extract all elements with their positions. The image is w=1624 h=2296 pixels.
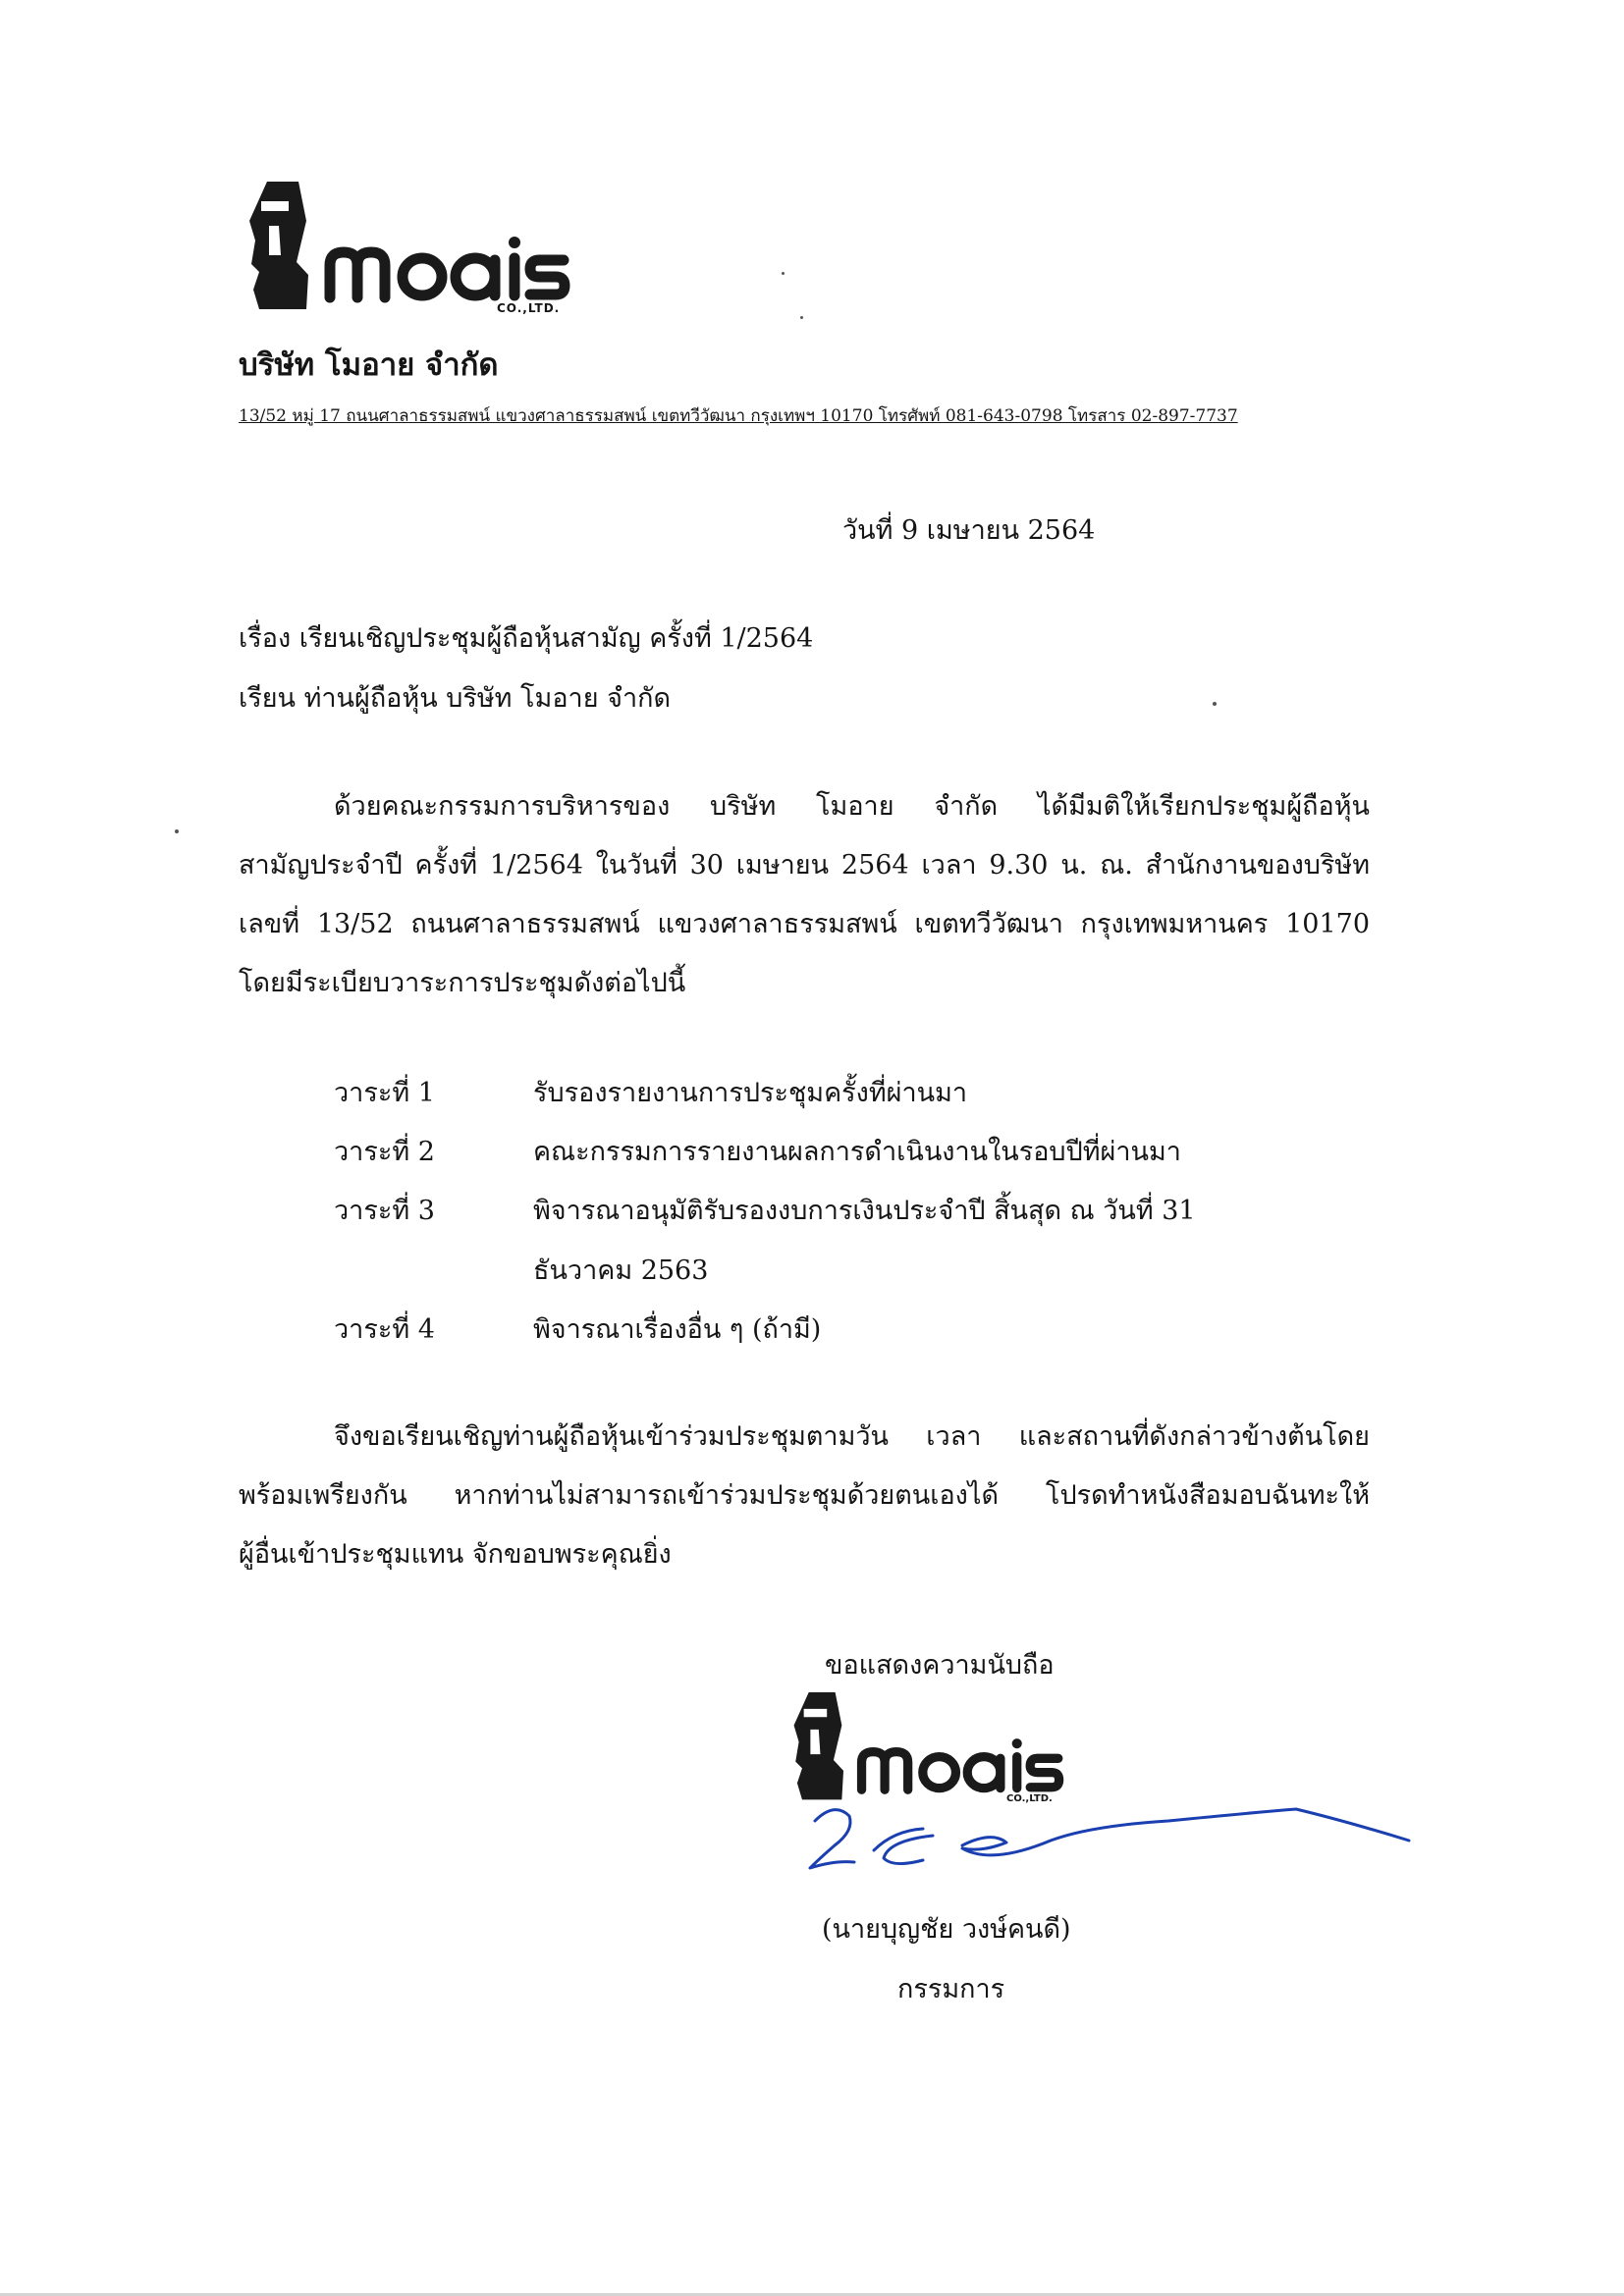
agenda-label: วาระที่ 2 bbox=[334, 1137, 435, 1167]
agenda-item: รับรองรายงานการประชุมครั้งที่ผ่านมา bbox=[533, 1078, 968, 1108]
company-address: 13/52 หมู่ 17 ถนนศาลาธรรมสพน์ แขวงศาลาธรรมสพน์ เขตทวีวัฒนา กรุงเทพฯ 10170 โทรศัพท์ 081-643-0798 โทรสาร 02-897-7737 bbox=[239, 406, 1238, 426]
company-name: บริษัท โมอาย จำกัด bbox=[239, 347, 499, 383]
agenda-label: วาระที่ 4 bbox=[334, 1314, 435, 1345]
agenda-item: ธันวาคม 2563 bbox=[533, 1255, 709, 1286]
agenda-item: พิจารณาเรื่องอื่น ๆ (ถ้ามี) bbox=[533, 1314, 822, 1345]
closing-salutation: ขอแสดงความนับถือ bbox=[825, 1650, 1055, 1681]
paragraph-line: ด้วยคณะกรรมการบริหารของ บริษัท โมอาย จำกัด ได้มีมติให้เรียกประชุมผู้ถือหุ้น bbox=[334, 791, 1370, 822]
scan-speck bbox=[800, 316, 803, 319]
letter-recipient: เรียน ท่านผู้ถือหุ้น บริษัท โมอาย จำกัด bbox=[239, 683, 671, 714]
agenda-label: วาระที่ 1 bbox=[334, 1078, 435, 1108]
paragraph-line: โดยมีระเบียบวาระการประชุมดังต่อไปนี้ bbox=[239, 968, 686, 998]
agenda-item: คณะกรรมการรายงานผลการดำเนินงานในรอบปีที่ผ่านมา bbox=[533, 1137, 1181, 1167]
paragraph-line: สามัญประจำปี ครั้งที่ 1/2564 ในวันที่ 30 เมษายน 2564 เวลา 9.30 น. ณ. สำนักงานของบริษัท bbox=[239, 850, 1370, 881]
agenda-label: วาระที่ 3 bbox=[334, 1196, 435, 1226]
paragraph-line: จึงขอเรียนเชิญท่านผู้ถือหุ้นเข้าร่วมประชุมตามวัน เวลา และสถานที่ดังกล่าวข้างต้นโดย bbox=[334, 1421, 1370, 1452]
company-logo bbox=[240, 182, 613, 324]
logo-subtext: CO.,LTD. bbox=[1006, 1793, 1053, 1804]
handwritten-signature bbox=[795, 1791, 1424, 1890]
paragraph-line: ผู้อื่นเข้าประชุมแทน จักขอบพระคุณยิ่ง bbox=[239, 1539, 672, 1570]
agenda-item: พิจารณาอนุมัติรับรองงบการเงินประจำปี สิ้นสุด ณ วันที่ 31 bbox=[533, 1196, 1196, 1226]
scan-speck bbox=[1213, 702, 1217, 706]
logo-subtext: CO.,LTD. bbox=[497, 301, 561, 315]
signer-title: กรรมการ bbox=[897, 1974, 1005, 2004]
scan-speck bbox=[782, 272, 785, 275]
signer-name: (นายบุญชัย วงษ์คนดี) bbox=[822, 1914, 1071, 1945]
scan-speck bbox=[175, 829, 179, 833]
paragraph-line: พร้อมเพรียงกัน หากท่านไม่สามารถเข้าร่วมประชุมด้วยตนเองได้ โปรดทำหนังสือมอบฉันทะให้ bbox=[239, 1480, 1370, 1511]
paragraph-line: เลขที่ 13/52 ถนนศาลาธรรมสพน์ แขวงศาลาธรรมสพน์ เขตทวีวัฒนา กรุงเทพมหานคร 10170 bbox=[239, 909, 1370, 939]
letter-subject: เรื่อง เรียนเชิญประชุมผู้ถือหุ้นสามัญ ครั้งที่ 1/2564 bbox=[239, 623, 814, 654]
letter-date: วันที่ 9 เมษายน 2564 bbox=[842, 515, 1096, 546]
